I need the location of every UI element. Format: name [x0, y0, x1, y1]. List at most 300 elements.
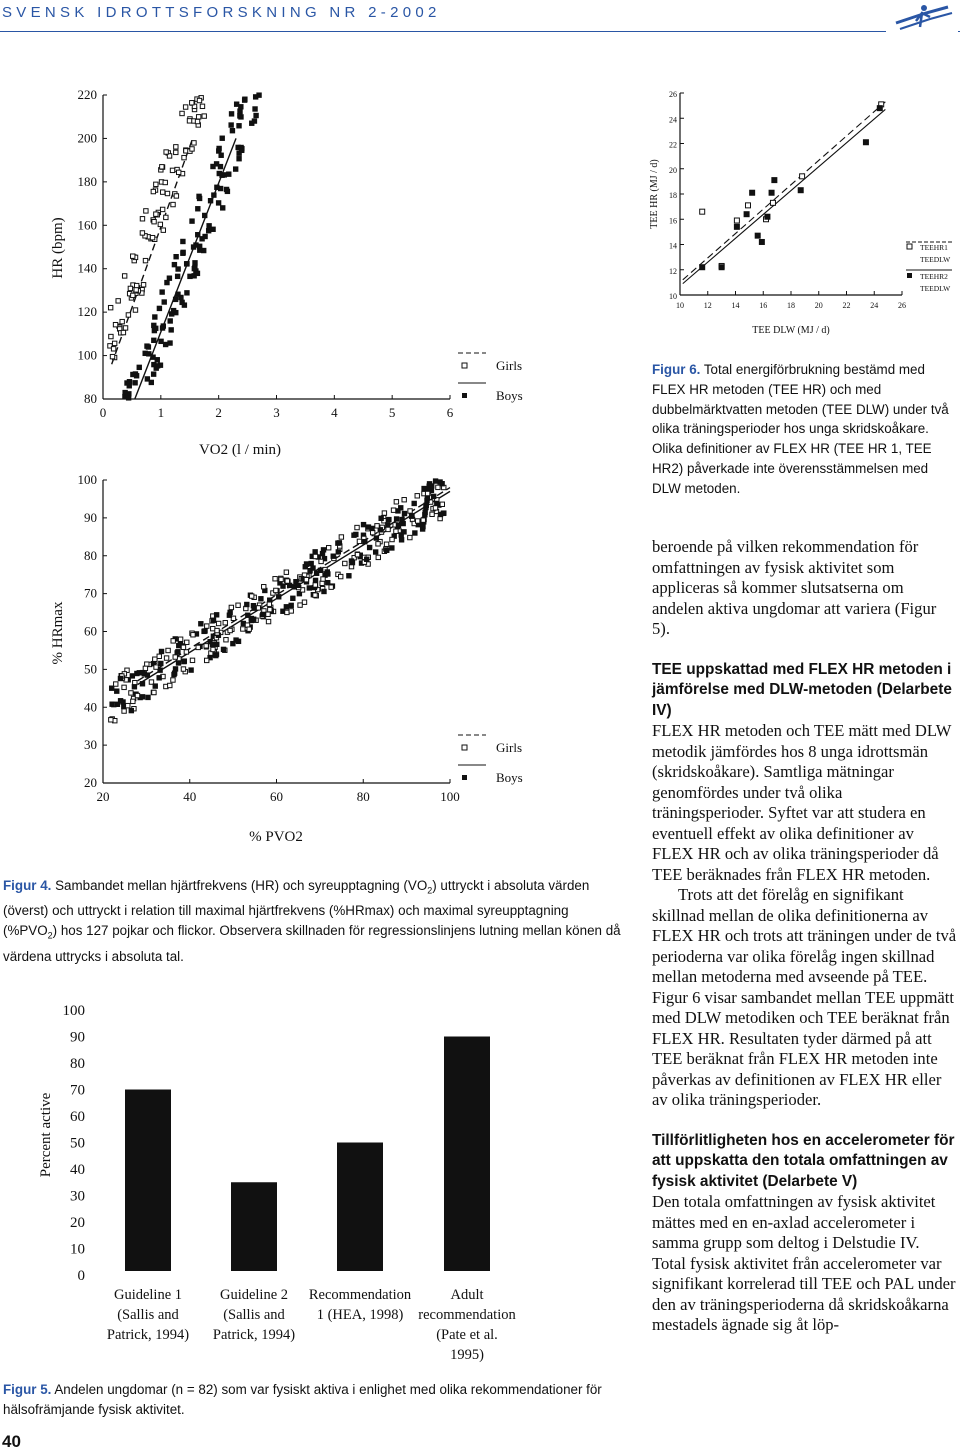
girls-point	[126, 313, 130, 317]
girls-point	[274, 588, 278, 592]
girls-point	[266, 612, 270, 616]
girls-point	[131, 254, 135, 258]
bar-1	[125, 1090, 171, 1272]
y-tick-label: 30	[70, 1188, 85, 1205]
girls-point	[122, 685, 126, 689]
journal-header: SVENSK IDROTTSFORSKNING NR 2-2002	[2, 4, 441, 21]
legend-girls-marker	[462, 363, 467, 368]
teehr2-point	[719, 265, 724, 270]
girls-point	[339, 535, 343, 539]
y-tick-label: 140	[77, 260, 97, 276]
y-tick-label: 70	[84, 585, 97, 601]
boys-point	[231, 641, 235, 645]
boys-point	[320, 551, 324, 555]
boys-point	[176, 650, 180, 654]
boys-point	[220, 136, 224, 140]
boys-point	[214, 613, 218, 617]
boys-point	[367, 545, 371, 549]
girls-point	[183, 105, 187, 109]
girls-point	[421, 518, 425, 522]
girls-point	[241, 627, 245, 631]
boys-point	[227, 613, 231, 617]
girls-point	[236, 603, 240, 607]
boys-point	[173, 667, 177, 671]
boys-point	[206, 229, 210, 233]
body-paragraph-2: FLEX HR metoden och TEE mätt med DLW metodik jämfördes hos 8 unga idrottsmän (skridskoåkare). Samtliga mätningar genomfördes under två olika träningsperioder. Syftet var att studera en eventuell effekt av olika definitioner av FLEX HR och av olika träningsperioder då TEE beräknades från FLEX HR metoden.	[652, 721, 952, 884]
y-tick-label: 50	[84, 661, 97, 677]
y-axis-label: HR (bpm)	[50, 217, 66, 279]
x-tick-label: 3	[273, 405, 280, 420]
y-tick-label: 100	[62, 1003, 85, 1019]
girls-point	[154, 182, 158, 186]
girls-point	[376, 542, 380, 546]
girls-point	[171, 678, 175, 682]
page-number: 40	[2, 1432, 21, 1451]
boys-point	[174, 255, 178, 259]
boys-point	[412, 501, 416, 505]
girls-point	[355, 552, 359, 556]
girls-point	[168, 683, 172, 687]
legend-girls-marker	[462, 745, 467, 750]
girls-point	[223, 621, 227, 625]
girls-point	[285, 579, 289, 583]
girls-point	[279, 577, 283, 581]
category-label: (Sallis and	[117, 1307, 179, 1323]
x-tick-label: 60	[270, 789, 283, 804]
y-tick-label: 70	[70, 1082, 85, 1099]
girls-point	[394, 500, 398, 504]
boys-point	[386, 523, 390, 527]
boys-point	[203, 213, 207, 217]
y-tick-label: 200	[77, 130, 97, 146]
boys-point	[110, 702, 114, 706]
boys-point	[379, 516, 383, 520]
girls-point	[113, 322, 117, 326]
girls-point	[164, 656, 168, 660]
boys-point	[172, 262, 176, 266]
x-tick-label: 24	[870, 301, 879, 310]
legend-girls-label: Girls	[496, 740, 522, 755]
girls-point	[205, 624, 209, 628]
teehr2-point	[700, 265, 705, 270]
girls-point	[211, 647, 215, 651]
boys-point	[180, 300, 184, 304]
girls-point	[202, 114, 206, 118]
girls-point	[112, 341, 116, 345]
boys-point	[242, 98, 246, 102]
boys-point	[431, 494, 435, 498]
fig6-caption-label: Figur 6.	[652, 362, 701, 377]
girls-point	[122, 709, 126, 713]
x-tick-label: 100	[440, 789, 460, 804]
teehr1-point	[745, 203, 750, 208]
teehr2-point	[734, 224, 739, 229]
girls-point	[157, 654, 161, 658]
teehr1-point	[734, 218, 739, 223]
boys-point	[182, 659, 186, 663]
x-tick-label: 0	[99, 405, 107, 420]
y-tick-label: 80	[84, 547, 97, 563]
girls-point	[180, 111, 184, 115]
girls-point	[384, 542, 388, 546]
boys-point	[157, 676, 161, 680]
fig4-caption-part3: ) hos 127 pojkar och flickor. Observera skillnaden för regressionslinjens lutning mellan könen då värdena uttrycks i absoluta tal.	[3, 923, 621, 964]
x-tick-label: 40	[183, 789, 197, 804]
girls-point	[289, 609, 293, 613]
boys-point	[219, 153, 223, 157]
boys-point	[140, 682, 144, 686]
girls-point	[121, 330, 125, 334]
boys-point	[230, 128, 234, 132]
boys-point	[349, 559, 353, 563]
boys-point	[370, 526, 374, 530]
teehr1-point	[770, 200, 775, 205]
teehr2-point	[759, 239, 764, 244]
teehr2-point	[772, 178, 777, 183]
boys-point	[245, 602, 249, 606]
boys-point	[421, 524, 425, 528]
boys-point	[309, 561, 313, 565]
girls-point	[190, 658, 194, 662]
boys-point	[145, 377, 149, 381]
girls-point	[425, 491, 429, 495]
body-column	[652, 537, 957, 1336]
boys-point	[427, 482, 431, 486]
y-tick-label: 14	[669, 241, 677, 251]
boys-point	[331, 554, 335, 558]
x-axis-label: % PVO2	[249, 829, 303, 845]
boys-point	[172, 672, 176, 676]
girls-point	[174, 150, 178, 154]
category-label: Patrick, 1994)	[212, 1327, 296, 1343]
teehr2-point	[769, 190, 774, 195]
boys-point	[169, 328, 173, 332]
x-tick-label: 22	[842, 301, 851, 310]
girls-point	[184, 650, 188, 654]
boys-point	[134, 374, 138, 378]
boys-point	[196, 207, 200, 211]
boys-point	[173, 297, 177, 301]
boys-point	[137, 365, 141, 369]
legend-teedlw-label-1: TEEDLW	[920, 255, 951, 264]
y-tick-label: 60	[84, 623, 97, 639]
fig5-caption-label: Figur 5.	[3, 1382, 52, 1397]
teehr2-point	[750, 190, 755, 195]
girls-point	[154, 665, 158, 669]
girls-point	[391, 508, 395, 512]
body-paragraph-1: beroende på vilken rekommendation för omfattningen av fysisk aktivitet som appliceras så kommer slutsatserna om andelen aktiva ungdomar att variera (Figur 5).	[652, 537, 937, 638]
y-tick-label: 12	[669, 266, 677, 276]
boys-point	[168, 341, 172, 345]
girls-point	[165, 191, 169, 195]
girls-point	[166, 648, 170, 652]
girls-point	[386, 527, 390, 531]
boys-point	[159, 339, 163, 343]
boys-point	[229, 123, 233, 127]
x-tick-label: 20	[96, 789, 110, 804]
girls-point	[273, 577, 277, 581]
boys-point	[179, 295, 183, 299]
boys-point	[213, 653, 217, 657]
boys-point	[251, 603, 255, 607]
boys-point	[132, 685, 136, 689]
girls-point	[250, 594, 254, 598]
boys-point	[189, 668, 193, 672]
boys-point	[287, 583, 291, 587]
boys-point	[115, 702, 119, 706]
girls-point	[339, 574, 343, 578]
girls-point	[304, 577, 308, 581]
boys-point	[154, 326, 158, 330]
bar-2	[231, 1182, 277, 1271]
girls-point	[329, 585, 333, 589]
boys-point	[216, 201, 220, 205]
girls-point	[163, 180, 167, 184]
legend-boys-marker	[462, 393, 467, 398]
girls-point	[128, 286, 132, 290]
boys-point	[224, 187, 228, 191]
y-tick-label: 60	[70, 1109, 85, 1125]
boys-point	[352, 533, 356, 537]
boys-point	[127, 392, 131, 396]
section-heading-delarbete-v: Tillförlitligheten hos en accelerometer för att uppskatta den totala omfattningen av fysisk aktivitet (Delarbete V)	[652, 1131, 955, 1190]
boys-point	[400, 517, 404, 521]
girls-point	[200, 104, 204, 108]
girls-point	[433, 506, 437, 510]
teehr2-point	[798, 188, 803, 193]
x-tick-label: 4	[331, 405, 338, 420]
boys-point	[337, 541, 341, 545]
category-label: Guideline 2	[219, 1287, 289, 1303]
boys-point	[325, 572, 329, 576]
boys-point	[347, 574, 351, 578]
girls-point	[195, 119, 199, 123]
girls-point	[122, 274, 126, 278]
x-tick-label: 26	[898, 301, 906, 310]
boys-point	[160, 326, 164, 330]
boys-point	[365, 557, 369, 561]
girls-point	[382, 511, 386, 515]
boys-point	[424, 503, 428, 507]
y-tick-label: 100	[77, 472, 97, 487]
boys-point	[291, 596, 295, 600]
girls-point	[150, 235, 154, 239]
boys-point	[215, 642, 219, 646]
boys-point	[313, 578, 317, 582]
girls-point	[390, 537, 394, 541]
y-tick-label: 90	[84, 509, 97, 525]
category-label: 1 (HEA, 1998)	[316, 1307, 404, 1323]
boys-point	[222, 173, 226, 177]
girls-point	[173, 655, 177, 659]
boys-point	[289, 603, 293, 607]
girls-point	[143, 258, 147, 262]
boys-point	[253, 107, 257, 111]
girls-point	[171, 202, 175, 206]
fig5-bar-chart	[30, 995, 530, 1370]
y-tick-label: 40	[70, 1162, 85, 1178]
girls-point	[133, 308, 137, 312]
boys-point	[176, 267, 180, 271]
legend-teedlw-label-2: TEEDLW	[920, 284, 951, 293]
boys-point	[171, 308, 175, 312]
girls-point	[262, 585, 266, 589]
boys-point	[440, 482, 444, 486]
boys-point	[237, 124, 241, 128]
boys-point	[233, 167, 237, 171]
teehr2-point	[755, 233, 760, 238]
girls-point	[181, 645, 185, 649]
boys-point	[185, 291, 189, 295]
girls-point	[108, 305, 112, 309]
journal-logo-icon	[886, 1, 958, 35]
fig6-caption-text: Total energiförbrukning bestämd med FLEX HR metoden (TEE HR) och med dubbelmärktvatten metoden (TEE DLW) under två olika träningsperioder hos unga skridskoåkare. Olika definitioner av FLEX HR (TEE HR 1, TEE HR2) påverkade inte överensstämmelsen med DLW metoden.	[652, 362, 949, 496]
girls-point	[302, 600, 306, 604]
boys-point	[217, 171, 221, 175]
legend-boys-label: Boys	[496, 388, 523, 403]
fig4-sub-2: 2	[47, 930, 53, 941]
boys-point	[151, 372, 155, 376]
boys-point	[140, 670, 144, 674]
girls-point	[204, 644, 208, 648]
girls-point	[376, 555, 380, 559]
boys-point	[153, 684, 157, 688]
teehr2-point	[744, 212, 749, 217]
boys-point	[168, 319, 172, 323]
boys-point	[336, 550, 340, 554]
y-tick-label: 80	[70, 1056, 85, 1072]
girls-point	[313, 583, 317, 587]
y-tick-label: 40	[84, 699, 97, 715]
y-axis-label: % HRmax	[50, 601, 66, 665]
girls-point	[313, 554, 317, 558]
boys-point	[314, 571, 318, 575]
fig4-hrmax-pvo2-plot	[40, 465, 530, 850]
girls-point	[152, 690, 156, 694]
girls-point	[190, 147, 194, 151]
girls-point	[174, 145, 178, 149]
girls-point	[140, 231, 144, 235]
girls-point	[174, 194, 178, 198]
legend-girls-label: Girls	[496, 358, 522, 373]
y-tick-label: 20	[669, 165, 677, 175]
girls-point	[129, 691, 133, 695]
girls-point	[126, 703, 130, 707]
boys-point	[399, 538, 403, 542]
section-heading-delarbete-iv: TEE uppskattad med FLEX HR metoden i jämförelse med DLW-metoden (Delarbete IV)	[652, 660, 952, 719]
teehr1-point	[700, 209, 705, 214]
y-tick-label: 0	[77, 1268, 85, 1284]
girls-point	[164, 215, 168, 219]
girls-point	[158, 222, 162, 226]
girls-point	[408, 535, 412, 539]
boys-point	[176, 661, 180, 665]
girls-point	[131, 293, 135, 297]
boys-point	[399, 506, 403, 510]
boys-point	[159, 661, 163, 665]
boys-point	[162, 300, 166, 304]
girls-point	[228, 628, 232, 632]
boys-point	[254, 113, 258, 117]
body-paragraph-3: Trots att det förelåg en signifikant skillnad mellan de olika definitionerna av FLEX HR och trots att träningen under de två perioderna var olika förelåg ingen skillnad mellan metoderna med avseende på TEE. Figur 6 visar sambandet mellan TEE uppmätt med DLW metodiken och TEE beräknat från FLEX HR. Resultaten tyder därmed på att TEE beräknat från FLEX HR metoden inte påverkas av definitionen av FLEX HR eller av olika träningsperioder.	[652, 885, 957, 1109]
boys-point	[221, 647, 225, 651]
boys-point	[425, 496, 429, 500]
x-axis-label: VO2 (l / min)	[198, 442, 282, 458]
boys-point	[211, 618, 215, 622]
fig6-tee-plot	[640, 82, 956, 344]
girls-point	[144, 209, 148, 213]
boys-point	[143, 351, 147, 355]
girls-point	[160, 190, 164, 194]
girls-point	[134, 283, 138, 287]
boys-point	[240, 148, 244, 152]
boys-point	[251, 617, 255, 621]
boys-point	[385, 548, 389, 552]
girls-point	[161, 228, 165, 232]
boys-point	[409, 514, 413, 518]
boys-point	[253, 95, 257, 99]
boys-point	[237, 157, 241, 161]
boys-point	[118, 676, 122, 680]
y-tick-label: 50	[70, 1135, 85, 1152]
girls-point	[141, 283, 145, 287]
y-tick-label: 220	[77, 87, 97, 102]
fig5-caption-text: Andelen ungdomar (n = 82) som var fysiskt aktiva i enlighet med olika rekommendationer för hälsofrämjande fysisk aktivitet.	[3, 1382, 602, 1417]
boys-point	[167, 276, 171, 280]
girls-point	[134, 288, 138, 292]
x-tick-label: 2	[215, 405, 222, 420]
girls-point	[109, 718, 113, 722]
boys-point	[195, 271, 199, 275]
x-tick-label: 16	[759, 301, 768, 310]
y-tick-label: 26	[669, 90, 677, 99]
boys-point	[165, 280, 169, 284]
boys-point	[313, 550, 317, 554]
y-tick-label: 22	[669, 140, 677, 150]
girls-point	[114, 682, 118, 686]
girls-point	[266, 619, 270, 623]
boys-point	[217, 146, 221, 150]
regression-line-teehr2	[683, 109, 886, 283]
x-axis-label: TEE DLW (MJ / d)	[752, 325, 830, 336]
girls-point	[321, 577, 325, 581]
girls-point	[357, 539, 361, 543]
boys-point	[192, 266, 196, 270]
boys-point	[181, 239, 185, 243]
category-label: Guideline 1	[113, 1287, 183, 1303]
fig5-caption	[3, 1380, 623, 1420]
fig6-caption	[652, 360, 956, 499]
header-rule	[0, 31, 960, 32]
girls-point	[182, 155, 186, 159]
y-tick-label: 18	[669, 191, 677, 200]
fig4-caption	[3, 876, 623, 967]
boys-point	[190, 219, 194, 223]
boys-point	[197, 196, 201, 200]
boys-point	[261, 612, 265, 616]
y-tick-label: 30	[84, 737, 97, 753]
fig4-hr-vo2-plot	[40, 80, 530, 465]
girls-point	[170, 168, 174, 172]
category-label: recommendation	[418, 1307, 516, 1323]
girls-point	[111, 347, 115, 351]
girls-point	[151, 189, 155, 193]
legend-teehr2-label: TEEHR2	[920, 272, 948, 281]
x-tick-label: 10	[676, 301, 684, 310]
boys-point	[433, 479, 437, 483]
girls-point	[440, 502, 444, 506]
boys-point	[277, 595, 281, 599]
